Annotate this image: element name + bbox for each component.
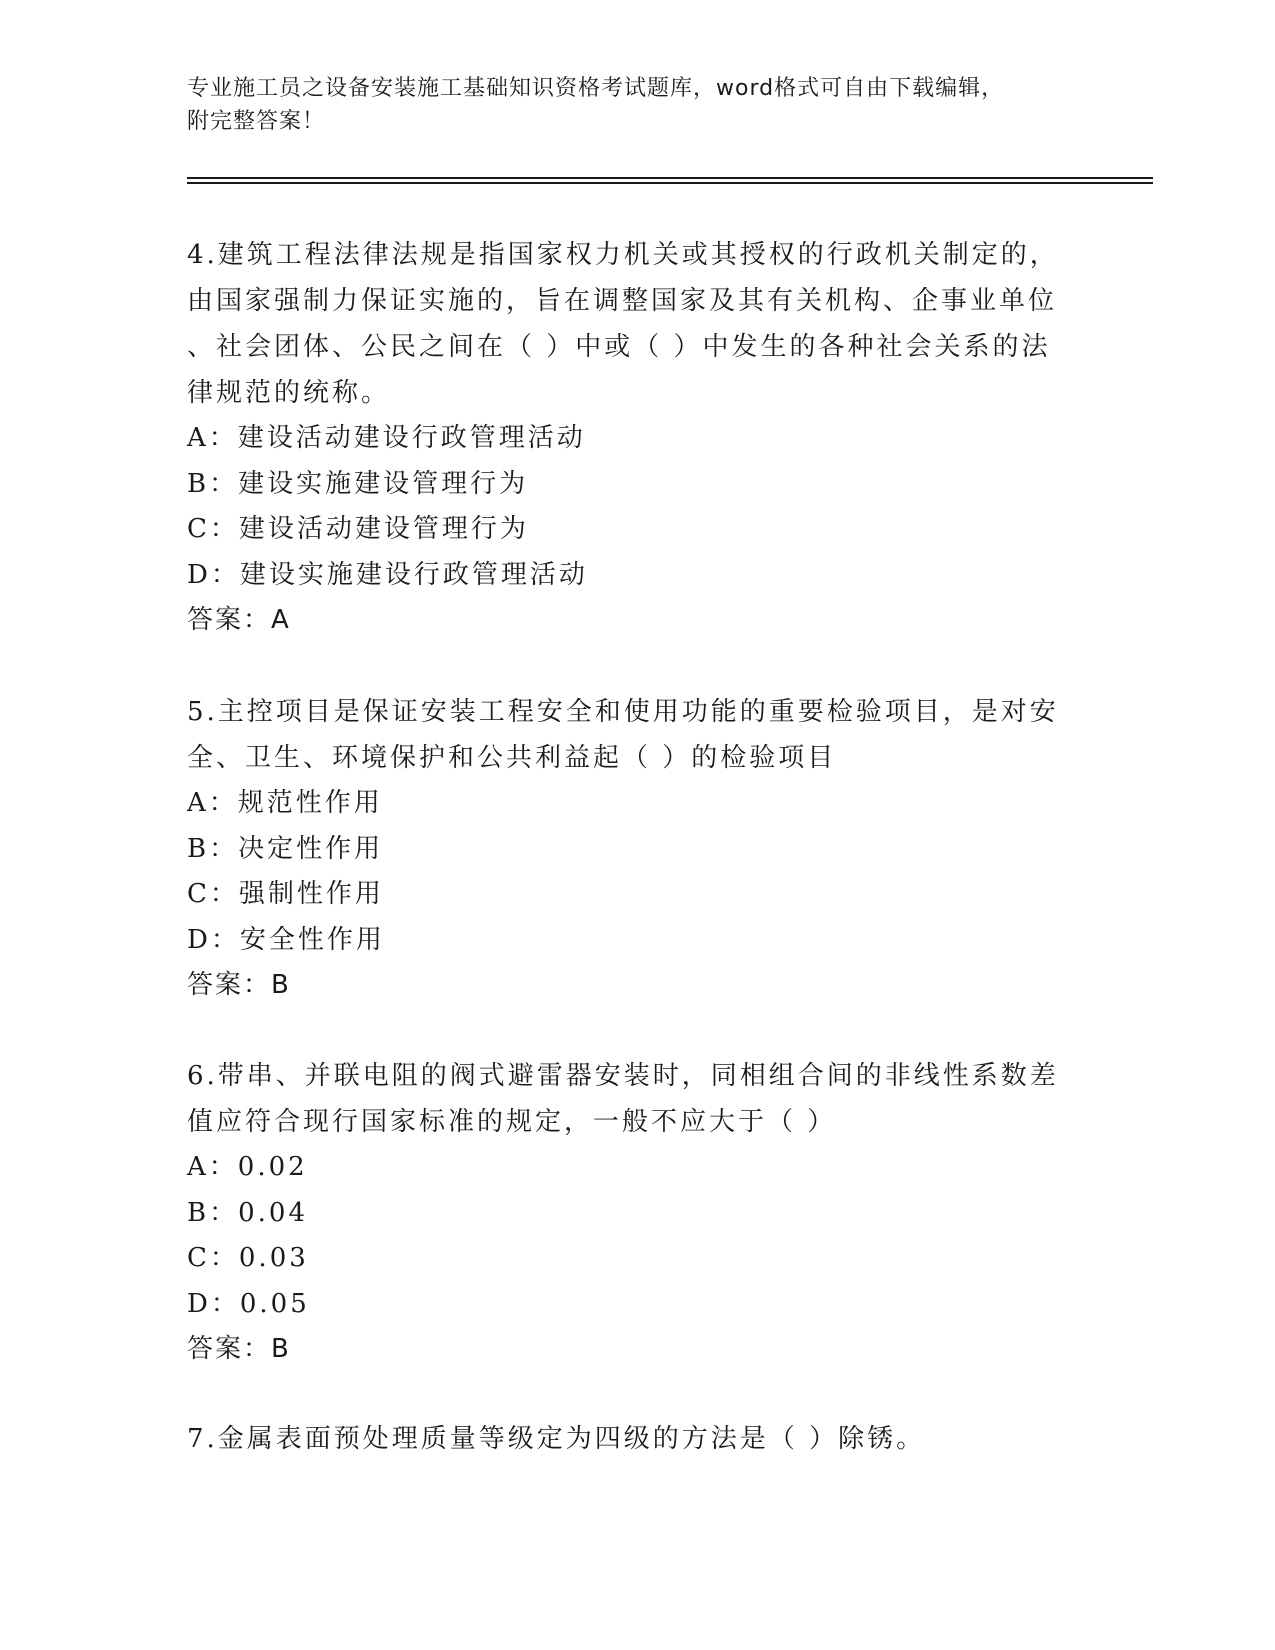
question-4-option-d: D：建设实施建设行政管理活动 [187, 559, 588, 590]
document-header [187, 72, 1067, 138]
question-4-line-3: 、社会团体、公民之间在（ ）中或（ ）中发生的各种社会关系的法 [187, 332, 1051, 362]
question-6-option-d: D：0.05 [187, 1288, 310, 1319]
question-5-line-2: 全、卫生、环境保护和公共利益起（ ）的检验项目 [187, 743, 837, 773]
question-5-option-c: C：强制性作用 [187, 879, 384, 909]
question-6-option-c: C：0.03 [187, 1243, 309, 1273]
question-6-answer: 答案：B [187, 1334, 291, 1364]
question-5-option-a: A：规范性作用 [187, 788, 383, 818]
question-4-option-a: A：建设活动建设行政管理活动 [187, 423, 586, 453]
question-5 [187, 689, 1067, 1009]
header-divider-top [187, 177, 1153, 179]
question-6-option-b: B：0.04 [187, 1197, 308, 1228]
question-5-line-1: 5.主控项目是保证安装工程安全和使用功能的重要检验项目，是对安 [187, 697, 1059, 727]
header-line-1: 专业施工员之设备安装施工基础知识资格考试题库，word格式可自由下载编辑， [187, 76, 1005, 101]
header-line-2: 附完整答案！ [187, 109, 326, 134]
question-4-option-b: B：建设实施建设管理行为 [187, 468, 529, 499]
question-5-option-d: D：安全性作用 [187, 924, 385, 955]
question-4-line-1: 4.建筑工程法律法规是指国家权力机关或其授权的行政机关制定的， [187, 240, 1059, 270]
question-4-option-c: C：建设活动建设管理行为 [187, 514, 529, 544]
question-4-line-2: 由国家强制力保证实施的，旨在调整国家及其有关机构、企事业单位 [187, 286, 1058, 316]
question-4-line-4: 律规范的统称。 [187, 378, 391, 408]
question-6-line-1: 6.带串、并联电阻的阀式避雷器安装时，同相组合间的非线性系数差 [187, 1061, 1059, 1091]
header-divider-bottom [187, 182, 1153, 184]
question-4 [187, 232, 1067, 644]
question-7 [187, 1416, 1067, 1462]
question-6-line-2: 值应符合现行国家标准的规定，一般不应大于（ ） [187, 1107, 837, 1137]
question-6-option-a: A：0.02 [187, 1152, 308, 1182]
question-7-line-1: 7.金属表面预处理质量等级定为四级的方法是（ ）除锈。 [187, 1424, 926, 1454]
question-5-option-b: B：决定性作用 [187, 833, 384, 864]
question-4-answer: 答案：A [187, 605, 291, 635]
question-6 [187, 1053, 1067, 1373]
question-5-answer: 答案：B [187, 970, 291, 1000]
